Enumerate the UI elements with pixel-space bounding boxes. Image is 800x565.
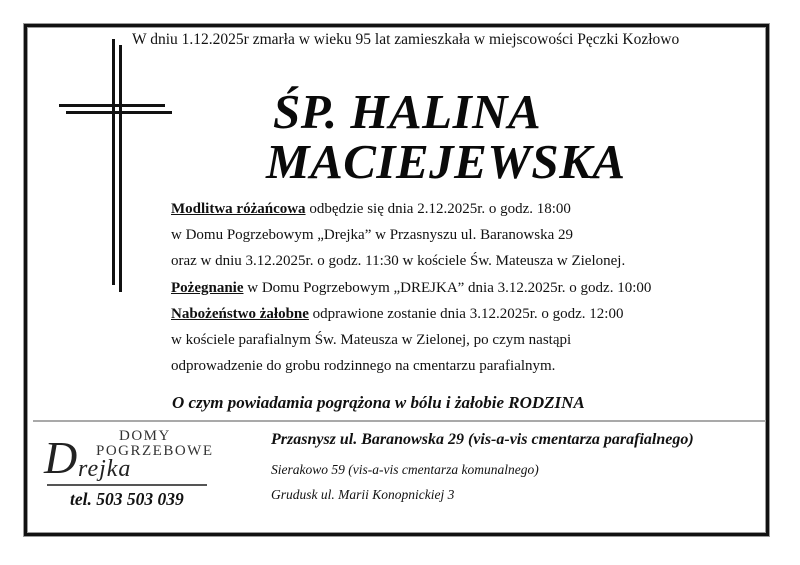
logo-monogram-icon: D — [44, 432, 78, 483]
address-przasnysz: Przasnysz ul. Baranowska 29 (vis-a-vis cmentarza parafialnego) — [271, 431, 694, 448]
logo-pogrzebowe-text: POGRZEBOWE — [96, 443, 214, 459]
farewell-text: w Domu Pogrzebowym „DREJKA” dnia 3.12.2025r. o godz. 10:00 — [243, 279, 652, 296]
funeral-home-line — [171, 222, 651, 248]
funeral-mass-heading: Nabożeństwo żałobne — [171, 305, 309, 322]
phone-number: tel. 503 503 039 — [70, 489, 184, 509]
farewell-heading: Pożegnanie — [171, 279, 244, 296]
church-line — [171, 327, 651, 353]
funeral-home-logo — [40, 425, 215, 490]
cross-vertical-bar-1 — [112, 39, 115, 285]
funeral-mass-line — [171, 301, 651, 327]
funeral-mass-text: odprawione zostanie dnia 3.12.2025r. o godz. 12:00 — [308, 305, 624, 322]
rosary-heading: Modlitwa różańcowa — [171, 201, 306, 217]
burial-text: odprowadzenie do grobu rodzinnego na cmentarzu parafialnym. — [171, 358, 556, 375]
logo-rejka-text: rejka — [78, 456, 132, 482]
logo-underline — [47, 484, 207, 486]
church-text: w kościele parafialnym Św. Mateusza w Zielonej, po czym nastąpi — [171, 331, 572, 348]
logo-domy-text: DOMY — [119, 428, 171, 444]
farewell-line — [171, 275, 651, 301]
cross-horizontal-bar-1 — [59, 104, 165, 107]
cross-horizontal-bar-2 — [66, 111, 172, 114]
rosary-text: odbędzie się dnia 2.12.2025r. o godz. 18:00 — [305, 201, 571, 217]
ceremony-details — [171, 196, 651, 379]
address-grudusk: Grudusk ul. Marii Konopnickiej 3 — [271, 487, 455, 502]
family-closing-line: O czym powiadamia pogrążona w bólu i żałobie RODZINA — [172, 393, 585, 412]
death-announcement-line: W dniu 1.12.2025r zmarła w wieku 95 lat zamieszkała w miejscowości Pęczki Kozłowo — [132, 31, 680, 48]
deceased-name-line-1: ŚP. HALINA — [273, 84, 542, 139]
funeral-home-text: w Domu Pogrzebowym „Drejka” w Przasnyszu ul. Baranowska 29 — [171, 227, 573, 244]
cross-vertical-bar-2 — [119, 45, 122, 292]
deceased-name-line-2: MACIEJEWSKA — [266, 134, 626, 189]
footer-divider — [33, 420, 766, 422]
rosary-line — [171, 196, 651, 222]
church-rosary-text: oraz w dniu 3.12.2025r. o godz. 11:30 w kościele Św. Mateusza w Zielonej. — [171, 253, 626, 270]
burial-line — [171, 353, 651, 379]
address-sierakowo: Sierakowo 59 (vis-a-vis cmentarza komunalnego) — [271, 462, 539, 477]
church-rosary-line — [171, 248, 651, 274]
